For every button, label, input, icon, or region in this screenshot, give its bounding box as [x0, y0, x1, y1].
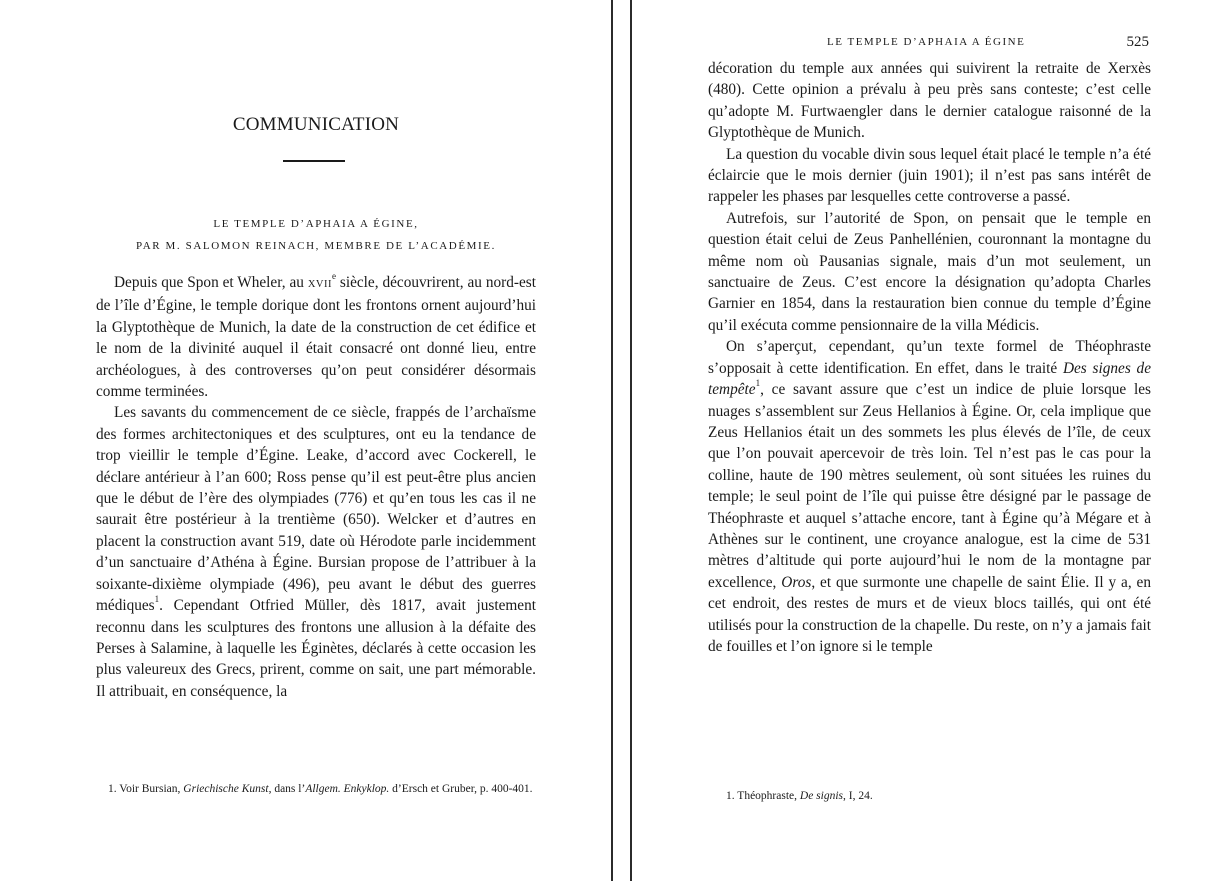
left-body-text — [96, 272, 536, 702]
paragraph-1-text-b: siècle, découvrirent, au nord-est de l’île d’Égine, le temple dorique dont les frontons ornent aujourd’hui la Glyptothèque de Munich, la date de la construction de cet édifice et le nom de la divinité auquel il était consacré ont donné lieu, entre archéologues, à des controverses qu’on peut considérer désormais comme terminées. — [96, 274, 536, 401]
right-body-text — [708, 58, 1151, 657]
footnote-work-title: De signis — [799, 790, 844, 802]
footnote-marker[interactable]: 1 — [755, 378, 761, 389]
footnote-marker[interactable]: 1 — [154, 594, 160, 605]
treatise-title: Des signes de tempête — [708, 359, 1151, 399]
oros-term: Oros — [781, 573, 812, 591]
article-title-line-2: PAR M. SALOMON REINACH, MEMBRE DE L’ACADÉMIE. — [136, 240, 496, 252]
paragraph-continued: décoration du temple aux années qui suivirent la retraite de Xerxès (480). Cette opinion a prévalu à peu près sans conteste; c’est celle qu’adopte M. Furtwaengler dans le dernier catalogue raisonné de la Glyptothèque de Munich. — [708, 60, 1151, 142]
footnote-text-a: 1. Théophraste, — [726, 790, 800, 802]
heading-rule — [283, 160, 345, 162]
paragraph-1-text-a: Depuis que Spon et Wheler, au — [114, 274, 308, 291]
century-superscript: e — [331, 271, 336, 281]
paragraph-1 — [96, 272, 536, 402]
paragraph-vocable: La question du vocable divin sous lequel était placé le temple n’a été éclaircie que le mois dernier (juin 1901); il n’est pas sans intérêt de rappeler les phases par lesquelles cette controverse a passé. — [708, 145, 1151, 206]
left-page — [0, 0, 612, 881]
page-number: 525 — [1126, 34, 1149, 50]
article-title-line-1: LE TEMPLE D’APHAIA A ÉGINE, — [213, 218, 419, 230]
section-heading: COMMUNICATION — [232, 114, 400, 135]
footnote-encyclopedia-title: Allgem. Enkyklop. — [305, 783, 390, 795]
paragraph-4-text-c: , et que surmonte une chapelle de saint Élie. Il y a, en cet endroit, des restes de murs et de vieux blocs taillés, qui ont été utilisés pour la construction de la chapelle. Du reste, on n’y a jamais fait de fouilles et l’on ignore si le temple — [708, 573, 1151, 655]
footnote-work-title: Griechische Kunst — [183, 783, 269, 795]
footnote-text-e: d’Ersch et Gruber, p. 400-401. — [389, 783, 533, 795]
paragraph-4-text-b: , ce savant assure que c’est un indice de pluie lorsque les nuages s’assemblent sur Zeus Hellanios à Égine. Or, cela implique que Zeus Hellanios était un des sommets les plus élevés de l’île, de ceux que l’on pouvait apercevoir de très loin. Tel n’est pas le cas pour la colline, haute de 190 mètres seulement, où sont situées les ruines du temple; le seul point de l’île qui puisse être désigné par le passage de Théophraste et auquel s’attache encore, tant à Égine qu’à Mégare et à Athènes sur le continent, une croyance analogue, est la cime de 531 mètres d’altitude qui porte aujourd’hui le nom de la montagne par excellence, — [708, 381, 1151, 591]
paragraph-theophraste — [708, 336, 1151, 657]
article-title — [96, 213, 536, 257]
footnote-text-c: , dans l’ — [268, 783, 306, 795]
right-footnote — [708, 788, 1151, 805]
running-title: LE TEMPLE D’APHAIA A ÉGINE — [827, 36, 1026, 48]
century-numeral: XVII — [307, 279, 332, 290]
footnote-text-c: , I, 24. — [843, 790, 873, 802]
gutter-divider-right — [630, 0, 632, 881]
left-footnote — [96, 781, 536, 798]
running-head — [708, 34, 1151, 50]
paragraph-spon: Autrefois, sur l’autorité de Spon, on pensait que le temple en question était celui de Zeus Panhellénien, couronnant la montagne du même nom où Pausanias signale, mais d’un mot seulement, un sanctuaire de Zeus. C’est encore la désignation qu’adopta Charles Garnier en 1854, dans la restauration bien connue du temple d’Égine qu’il exécuta comme pensionnaire de la villa Médicis. — [708, 209, 1151, 334]
paragraph-2-text-b: . Cependant Otfried Müller, dès 1817, avait justement reconnu dans les sculptures des frontons une allusion à la défaite des Perses à Salamine, à laquelle les Éginètes, déclarés à cette occasion les plus valeureux des Grecs, prirent, comme on sait, une part mémorable. Il attribuait, en conséquence, la — [96, 597, 536, 700]
paragraph-2 — [96, 402, 536, 702]
paragraph-2-text-a: Les savants du commencement de ce siècle, frappés de l’archaïsme des formes architectoniques et des sculptures, ont eu la tendance de trop vieillir le temple d’Égine. Leake, d’accord avec Cockerell, le déclare antérieur à l’an 600; Ross pense qu’il est peut-être plus ancien que le début de l’ère des olympiades (776) et qu’en tous les cas il ne saurait être postérieur à la trentième (650). Welcker et d’autres en placent la construction avant 519, date où Hérodote parle incidemment d’un sanctuaire d’Athéna à Égine. Bursian propose de l’attribuer à la soixante-dixième olympiade (496), peu avant le début des guerres médiques — [96, 404, 536, 615]
gutter-divider-left — [611, 0, 613, 881]
paragraph-4-text-a: On s’aperçut, cependant, qu’un texte formel de Théophraste s’opposait à cette identification. En effet, dans le traité — [708, 338, 1151, 377]
footnote-text-a: 1. Voir Bursian, — [108, 783, 184, 795]
